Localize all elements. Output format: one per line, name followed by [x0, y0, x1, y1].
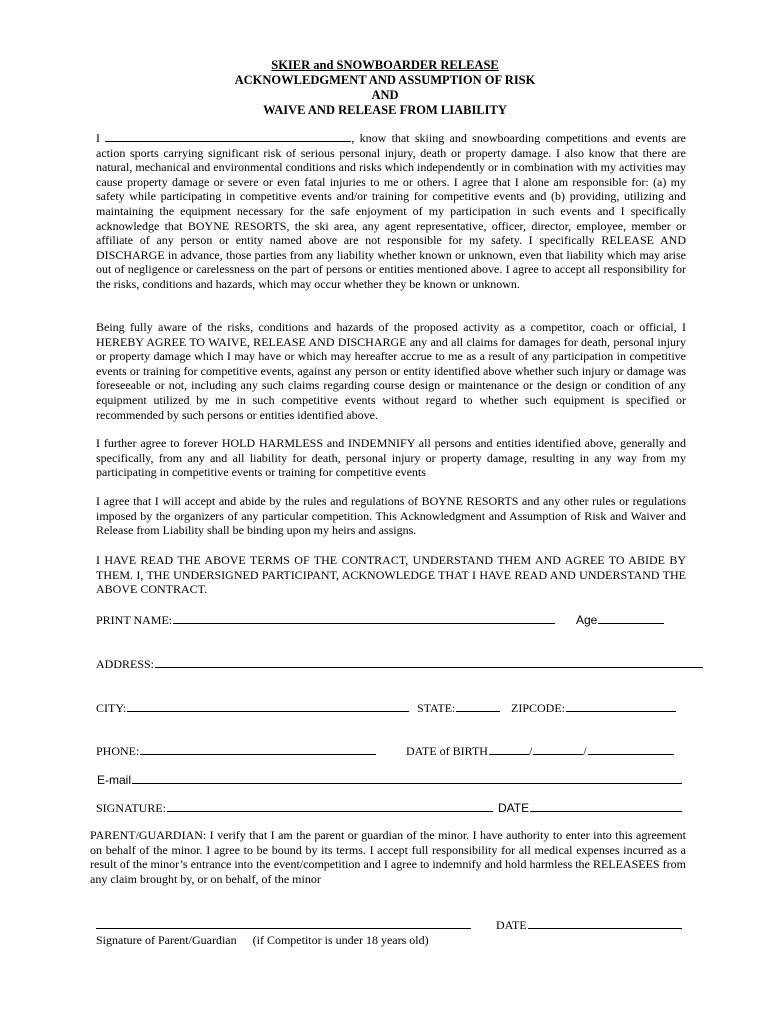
- state-label: STATE:: [417, 701, 456, 715]
- guardian-date-label: DATE: [496, 918, 527, 932]
- paragraph-acknowledgment-text: , know that skiing and snowboarding competitions and events are action sports carrying significant risk of serious personal injury, death or property damage. I also know that there are natural, mechanical and environmental conditions and risks which independently or in combination with my activities may cause property damage or severe or even fatal injuries to me or others. I agree that I alone am responsible for: (a) my safety while participating in competitive events and/or training for competitive events and (b) providing, utilizing and maintaining the equipment necessary for the safe enjoyment of my participation in such events and I specifically acknowledge that BOYNE RESORTS, the ski area, any agent representative, officer, director, employee, member or affiliate of any person or entity named above are not responsible for my safety. I specifically RELEASE AND DISCHARGE in advance, those parties from any liability whether known or unknown, even that liability which may arise out of negligence or carelessness on the part of persons or entities mentioned above. I agree to accept all responsibility for the risks, conditions and hazards, which may occur whether they be known or unknown.: [96, 131, 686, 291]
- paragraph-agreement: I HAVE READ THE ABOVE TERMS OF THE CONTRACT, UNDERSTAND THEM AND AGREE TO ABIDE BY THEM. I, THE UNDERSIGNED PARTICIPANT, ACKNOWLEDGE THAT I HAVE READ AND UNDERSTAND THE ABOVE CONTRACT.: [96, 553, 686, 597]
- age-line[interactable]: [598, 611, 664, 624]
- signature-date-line[interactable]: [530, 799, 682, 812]
- participant-name-blank[interactable]: [105, 130, 351, 142]
- paragraph-parent-guardian: PARENT/GUARDIAN: I verify that I am the parent or guardian of the minor. I have authority to enter into this agreement on behalf of the minor. I agree to be bound by its terms. I accept full responsibility for all medical expenses incurred as a result of the minor’s entrance into the event/competition and I agree to indemnify and hold harmless the RELEASEES from any claim brought by, or on behalf, of the minor: [90, 828, 686, 886]
- guardian-date-line[interactable]: [528, 916, 682, 929]
- form-subtitle-acknowledgment: ACKNOWLEDGMENT AND ASSUMPTION OF RISK: [234, 73, 536, 87]
- age-field[interactable]: [576, 611, 664, 627]
- email-line[interactable]: [132, 771, 682, 784]
- address-field[interactable]: [96, 655, 703, 671]
- phone-label: PHONE:: [96, 744, 140, 758]
- paragraph-acknowledgment: [96, 130, 686, 292]
- phone-field[interactable]: [96, 742, 376, 758]
- zipcode-line[interactable]: [566, 699, 676, 712]
- date-of-birth-label: DATE of BIRTH: [406, 744, 488, 758]
- signature-label: SIGNATURE:: [96, 801, 167, 815]
- email-field[interactable]: [97, 771, 682, 787]
- form-subtitle-and: AND: [371, 88, 399, 102]
- print-name-field[interactable]: [96, 611, 555, 627]
- city-line[interactable]: [127, 699, 409, 712]
- address-line[interactable]: [155, 655, 703, 668]
- paragraph-rules: I agree that I will accept and abide by the rules and regulations of BOYNE RESORTS and any other rules or regulations imposed by the organizers of any particular competition. This Acknowledgment and Assumption of Risk and Waiver and Release from Liability shall be binding upon my heirs and assigns.: [96, 494, 686, 538]
- guardian-signature-line[interactable]: [96, 928, 471, 929]
- state-field[interactable]: [417, 699, 500, 715]
- dob-separator: /: [583, 744, 587, 758]
- address-label: ADDRESS:: [96, 657, 155, 671]
- form-title: SKIER and SNOWBOARDER RELEASE: [271, 58, 499, 72]
- paragraph-lead: I: [96, 131, 100, 145]
- state-line[interactable]: [456, 699, 500, 712]
- guardian-signature-caption: [96, 933, 429, 947]
- signature-line[interactable]: [167, 799, 493, 812]
- zipcode-label: ZIPCODE:: [511, 701, 565, 715]
- print-name-line[interactable]: [173, 611, 555, 624]
- signature-field[interactable]: [96, 799, 493, 815]
- form-subtitle-waiver: WAIVE AND RELEASE FROM LIABILITY: [263, 103, 507, 117]
- dob-year-line[interactable]: [588, 742, 674, 755]
- zipcode-field[interactable]: [511, 699, 676, 715]
- dob-month-line[interactable]: [489, 742, 529, 755]
- signature-date-field[interactable]: [498, 799, 682, 815]
- city-field[interactable]: [96, 699, 409, 715]
- paragraph-indemnify: I further agree to forever HOLD HARMLESS and INDEMNIFY all persons and entities identified above, generally and specifically, from any and all liability for death, personal injury or property damage, resulting in any way from my participating in competitive events or training for competitive events: [96, 436, 686, 480]
- dob-day-line[interactable]: [533, 742, 583, 755]
- age-label: Age: [576, 613, 598, 627]
- print-name-label: PRINT NAME:: [96, 613, 173, 627]
- signature-date-label: DATE: [498, 801, 530, 815]
- phone-line[interactable]: [140, 742, 376, 755]
- paragraph-waiver: Being fully aware of the risks, conditions and hazards of the proposed activity as a competitor, coach or official, I HEREBY AGREE TO WAIVE, RELEASE AND DISCHARGE any and all claims for damages for death, personal injury or property damage which I may have or which may hereafter accrue to me as a result of any participation in competitive events or training for competitive events, against any person or entity identified above whether such injury or damage was foreseeable or not, including any such claims regarding course design or maintenance or the design or condition of any equipment utilized by me in such competitive events without regard to whether such equipment is specified or recommended by such persons or entities identified above.: [96, 320, 686, 422]
- email-label: E-mail: [97, 773, 132, 787]
- guardian-date-field[interactable]: [496, 916, 682, 932]
- date-of-birth-field[interactable]: [406, 742, 674, 758]
- dob-separator: /: [528, 744, 533, 758]
- city-label: CITY:: [96, 701, 127, 715]
- guardian-caption-label: Signature of Parent/Guardian: [96, 933, 237, 947]
- guardian-caption-note: (if Competitor is under 18 years old): [252, 933, 429, 947]
